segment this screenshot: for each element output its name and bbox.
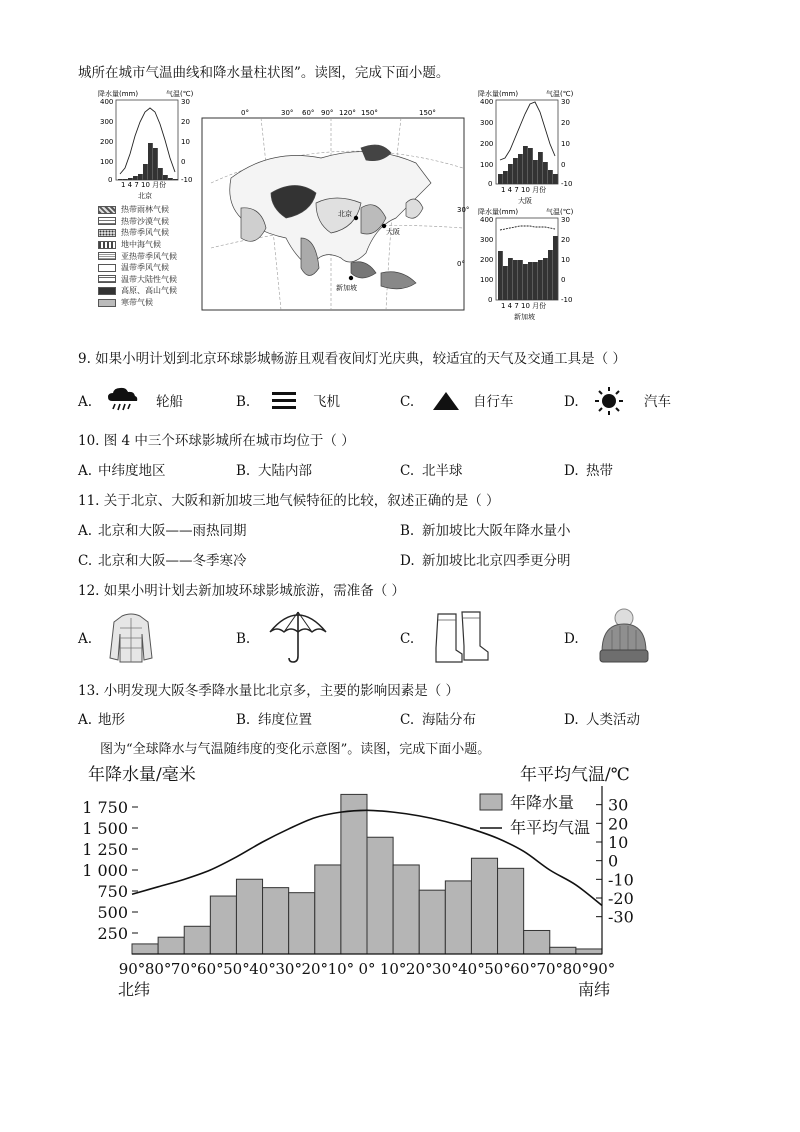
precip-bar	[341, 794, 367, 954]
option-letter: C.	[78, 553, 93, 569]
map-lat0: 0°	[457, 260, 465, 268]
option-13a-text: 地形	[98, 712, 125, 728]
osaka-left-ticks	[480, 98, 493, 188]
x-tick-label: 50°	[223, 960, 250, 978]
latitude-climate-chart	[70, 760, 670, 1010]
singapore-climate-chart	[476, 206, 576, 322]
svg-text:100: 100	[480, 276, 494, 284]
option-letter: D.	[564, 463, 579, 479]
precip-bar	[263, 888, 289, 954]
umbrella-icon	[266, 606, 330, 666]
map-label-beijing: 北京	[338, 210, 352, 218]
option-letter: D.	[564, 631, 579, 647]
option-10a-text: 中纬度地区	[98, 463, 166, 479]
asia-climate-map	[201, 108, 470, 312]
precip-bar	[393, 865, 419, 954]
option-10d-text: 热带	[586, 463, 613, 479]
legend-precip-label: 年降水量	[510, 793, 575, 812]
beijing-right-ticks	[181, 98, 192, 184]
option-11c-text: 北京和大阪——冬季寒冷	[98, 553, 247, 569]
svg-text:30: 30	[561, 216, 570, 224]
option-letter: C.	[400, 712, 415, 728]
svg-text:400: 400	[480, 216, 494, 224]
x-tick-label: 90°	[588, 960, 616, 978]
legend-item: 热带雨林气候	[98, 204, 177, 216]
precip-bar	[289, 893, 315, 954]
option-13b-text: 纬度位置	[258, 712, 312, 728]
left-tick-label: 500	[97, 903, 128, 922]
svg-text:-10: -10	[561, 296, 573, 304]
option-letter: B.	[236, 712, 251, 728]
right-tick-label: -10	[608, 870, 634, 890]
left-tick-label: 250	[97, 924, 128, 943]
climate-legend	[98, 204, 177, 308]
down-jacket-icon	[106, 610, 156, 666]
left-tick-label: 750	[97, 882, 128, 901]
option-letter: A.	[78, 631, 93, 647]
option-letter: D.	[564, 394, 579, 410]
beijing-marker	[354, 216, 358, 220]
option-letter: C.	[400, 631, 415, 647]
beijing-name: 北京	[138, 192, 152, 200]
legend-swatch	[98, 264, 116, 272]
singapore-precip-bars	[498, 236, 558, 300]
precip-bar	[550, 947, 576, 954]
right-tick-label: -20	[608, 889, 634, 908]
option-9d-text: 汽车	[644, 394, 671, 410]
x-tick-label: 30°	[432, 960, 459, 978]
x-tick-label: 20°	[405, 960, 433, 978]
option-letter: A.	[78, 463, 93, 479]
x-tick-label: 30°	[275, 960, 302, 978]
map-label-osaka: 大阪	[386, 228, 400, 236]
knit-hat-icon	[594, 606, 654, 666]
osaka-ylabel-right: 气温(℃)	[546, 90, 574, 98]
option-letter: B.	[236, 394, 251, 410]
singapore-right-ticks	[561, 216, 572, 304]
precip-bar	[184, 926, 210, 954]
svg-text:0: 0	[561, 161, 566, 169]
precip-bar	[210, 896, 236, 954]
svg-text:200: 200	[480, 140, 494, 148]
option-letter: D.	[400, 553, 415, 569]
snow-boots-icon	[432, 608, 492, 666]
question-11-options	[78, 522, 698, 572]
x-end-label-south: 南纬	[578, 980, 611, 999]
svg-text:0: 0	[181, 158, 186, 166]
svg-text:10: 10	[561, 140, 570, 148]
option-letter: A.	[78, 394, 93, 410]
svg-text:400: 400	[100, 98, 114, 106]
legend-item: 温带季风气候	[98, 262, 177, 274]
osaka-precip-bars	[498, 146, 558, 184]
svg-text:-10: -10	[181, 176, 193, 184]
legend-swatch	[98, 275, 116, 283]
osaka-xaxis: 1 4 7 10 月份	[501, 186, 547, 194]
question-12-options	[78, 604, 698, 668]
legend-item: 地中海气候	[98, 239, 177, 251]
x-tick-label: 90°	[118, 960, 146, 978]
left-tick-label: 1 500	[82, 819, 128, 838]
option-10c-text: 北半球	[422, 463, 463, 479]
svg-text:20: 20	[181, 118, 190, 126]
precip-bar	[419, 890, 445, 954]
legend-bar-swatch	[480, 794, 502, 810]
x-tick-label: 80°	[144, 960, 172, 978]
singapore-ylabel-left: 降水量(mm)	[478, 208, 519, 216]
fog-lines-icon	[270, 389, 300, 413]
option-9a-text: 轮船	[156, 394, 183, 410]
beijing-ylabel-left: 降水量(mm)	[98, 90, 139, 98]
intro-bottom: 图为“全球降水与气温随纬度的变化示意图”。读图，完成下面小题。	[100, 742, 491, 757]
svg-text:0: 0	[488, 296, 493, 304]
question-10-stem: 10. 图 4 中三个环球影城所在城市均位于（ ）	[78, 433, 355, 449]
svg-text:400: 400	[480, 98, 494, 106]
x-tick-label: 70°	[536, 960, 564, 978]
svg-text:30: 30	[561, 98, 570, 106]
option-letter: A.	[78, 523, 93, 539]
chart-legend	[480, 793, 590, 837]
triangle-icon	[431, 389, 461, 413]
osaka-right-ticks	[561, 98, 572, 188]
beijing-xaxis: 1 4 7 10 月份	[121, 181, 167, 189]
svg-text:30: 30	[181, 98, 190, 106]
singapore-name: 新加坡	[514, 313, 535, 321]
left-tick-label: 1 000	[82, 861, 128, 880]
singapore-temp-line	[500, 226, 555, 230]
option-10b-text: 大陆内部	[258, 463, 312, 479]
precip-bar	[445, 881, 471, 954]
chart-ylabel-right: 年平均气温/℃	[520, 765, 630, 785]
legend-item: 寒带气候	[98, 297, 177, 309]
precip-bar	[158, 937, 184, 954]
x-tick-label: 0°	[358, 960, 376, 978]
precip-bar	[471, 858, 497, 954]
svg-text:60°: 60°	[302, 109, 315, 117]
question-10-options	[78, 462, 698, 482]
svg-text:150°: 150°	[361, 109, 378, 117]
option-letter: B.	[236, 463, 251, 479]
svg-text:0: 0	[561, 276, 566, 284]
x-tick-label: 60°	[197, 960, 224, 978]
svg-text:0°: 0°	[241, 109, 249, 117]
x-axis-ticks	[119, 960, 616, 978]
legend-swatch	[98, 241, 116, 249]
svg-text:10: 10	[561, 256, 570, 264]
chart-ylabel-left: 年降水量/毫米	[88, 765, 196, 785]
left-tick-label: 1 750	[82, 798, 128, 817]
svg-text:10: 10	[181, 138, 190, 146]
svg-text:90°: 90°	[321, 109, 334, 117]
beijing-left-ticks	[100, 98, 113, 184]
svg-text:0: 0	[108, 176, 113, 184]
legend-swatch	[98, 252, 116, 260]
sun-icon	[592, 385, 626, 417]
precip-bar	[367, 837, 393, 954]
option-11a-text: 北京和大阪——雨热同期	[98, 523, 247, 539]
question-13-options	[78, 711, 698, 731]
left-tick-label: 1 250	[82, 840, 128, 859]
question-12-stem: 12. 如果小明计划去新加坡环球影城旅游，需准备（ ）	[78, 583, 406, 599]
option-letter: D.	[564, 712, 579, 728]
legend-swatch	[98, 229, 116, 237]
option-letter: C.	[400, 394, 415, 410]
intro-top: 城所在城市气温曲线和降水量柱状图”。读图，完成下面小题。	[78, 65, 450, 81]
right-axis-ticks	[608, 796, 634, 927]
legend-swatch	[98, 217, 116, 225]
svg-text:300: 300	[480, 119, 494, 127]
option-letter: A.	[78, 712, 93, 728]
question-9-options	[78, 385, 678, 417]
osaka-ylabel-left: 降水量(mm)	[478, 90, 519, 98]
option-11d-text: 新加坡比北京四季更分明	[422, 553, 571, 569]
svg-text:-10: -10	[561, 180, 573, 188]
svg-text:20: 20	[561, 119, 570, 127]
precip-bar	[524, 930, 550, 954]
x-tick-label: 10°	[379, 960, 407, 978]
singapore-xaxis: 1 4 7 10 月份	[501, 302, 547, 310]
legend-swatch	[98, 206, 116, 214]
x-tick-label: 40°	[458, 960, 485, 978]
svg-text:0: 0	[488, 180, 493, 188]
right-tick-label: 0	[608, 851, 619, 871]
legend-item: 高原、高山气候	[98, 285, 177, 297]
left-axis-ticks	[82, 798, 128, 943]
map-label-singapore: 新加坡	[336, 284, 357, 292]
singapore-marker	[349, 276, 353, 280]
right-tick-label: -30	[608, 907, 634, 927]
legend-item: 温带大陆性气候	[98, 274, 177, 286]
legend-swatch	[98, 287, 116, 295]
svg-text:300: 300	[100, 118, 114, 126]
precip-bar	[315, 865, 341, 954]
rain-cloud-icon	[104, 385, 144, 415]
map-lat30: 30°	[457, 206, 470, 214]
question-11-stem: 11. 关于北京、大阪和新加坡三地气候特征的比较，叙述正确的是（ ）	[78, 493, 500, 509]
osaka-climate-chart	[476, 88, 576, 208]
osaka-name: 大阪	[518, 197, 532, 205]
singapore-left-ticks	[480, 216, 493, 304]
right-tick-label: 30	[608, 795, 629, 815]
right-tick-label: 10	[608, 833, 629, 852]
option-letter: B.	[400, 523, 415, 539]
question-9-stem: 9. 如果小明计划到北京环球影城畅游且观看夜间灯光庆典，较适宜的天气及交通工具是（ ）	[78, 351, 626, 367]
x-tick-label: 10°	[327, 960, 355, 978]
svg-text:100: 100	[100, 158, 114, 166]
legend-item: 热带沙漠气候	[98, 216, 177, 228]
x-tick-label: 50°	[484, 960, 511, 978]
legend-item: 热带季风气候	[98, 227, 177, 239]
option-11b-text: 新加坡比大阪年降水量小	[422, 523, 571, 539]
x-tick-label: 40°	[249, 960, 276, 978]
precip-bar	[498, 868, 524, 954]
beijing-climate-chart	[96, 88, 196, 200]
svg-text:20: 20	[561, 236, 570, 244]
right-tick-label: 20	[608, 814, 629, 834]
x-tick-label: 20°	[301, 960, 329, 978]
x-end-label-north: 北纬	[118, 980, 151, 999]
legend-item: 亚热带季风气候	[98, 250, 177, 262]
legend-temp-label: 年平均气温	[510, 818, 591, 837]
option-letter: C.	[400, 463, 415, 479]
beijing-ylabel-right: 气温(℃)	[166, 90, 194, 98]
option-13d-text: 人类活动	[586, 712, 640, 728]
svg-text:120°: 120°	[339, 109, 356, 117]
svg-text:200: 200	[480, 256, 494, 264]
precip-bar	[132, 944, 158, 954]
legend-swatch	[98, 299, 116, 307]
x-tick-label: 80°	[562, 960, 590, 978]
question-13-stem: 13. 小明发现大阪冬季降水量比北京多，主要的影响因素是（ ）	[78, 683, 460, 699]
svg-text:100: 100	[480, 161, 494, 169]
precip-bar	[576, 949, 602, 954]
svg-text:200: 200	[100, 138, 114, 146]
option-13c-text: 海陆分布	[422, 712, 476, 728]
svg-text:150°: 150°	[419, 109, 436, 117]
option-9b-text: 飞机	[313, 394, 340, 410]
svg-text:30°: 30°	[281, 109, 294, 117]
precip-bar	[236, 879, 262, 954]
map-longitude-labels	[241, 109, 436, 117]
climate-figure	[96, 88, 586, 323]
option-9c-text: 自行车	[473, 394, 514, 410]
svg-text:300: 300	[480, 236, 494, 244]
singapore-ylabel-right: 气温(℃)	[546, 208, 574, 216]
x-tick-label: 60°	[510, 960, 537, 978]
x-tick-label: 70°	[170, 960, 198, 978]
option-letter: B.	[236, 631, 251, 647]
